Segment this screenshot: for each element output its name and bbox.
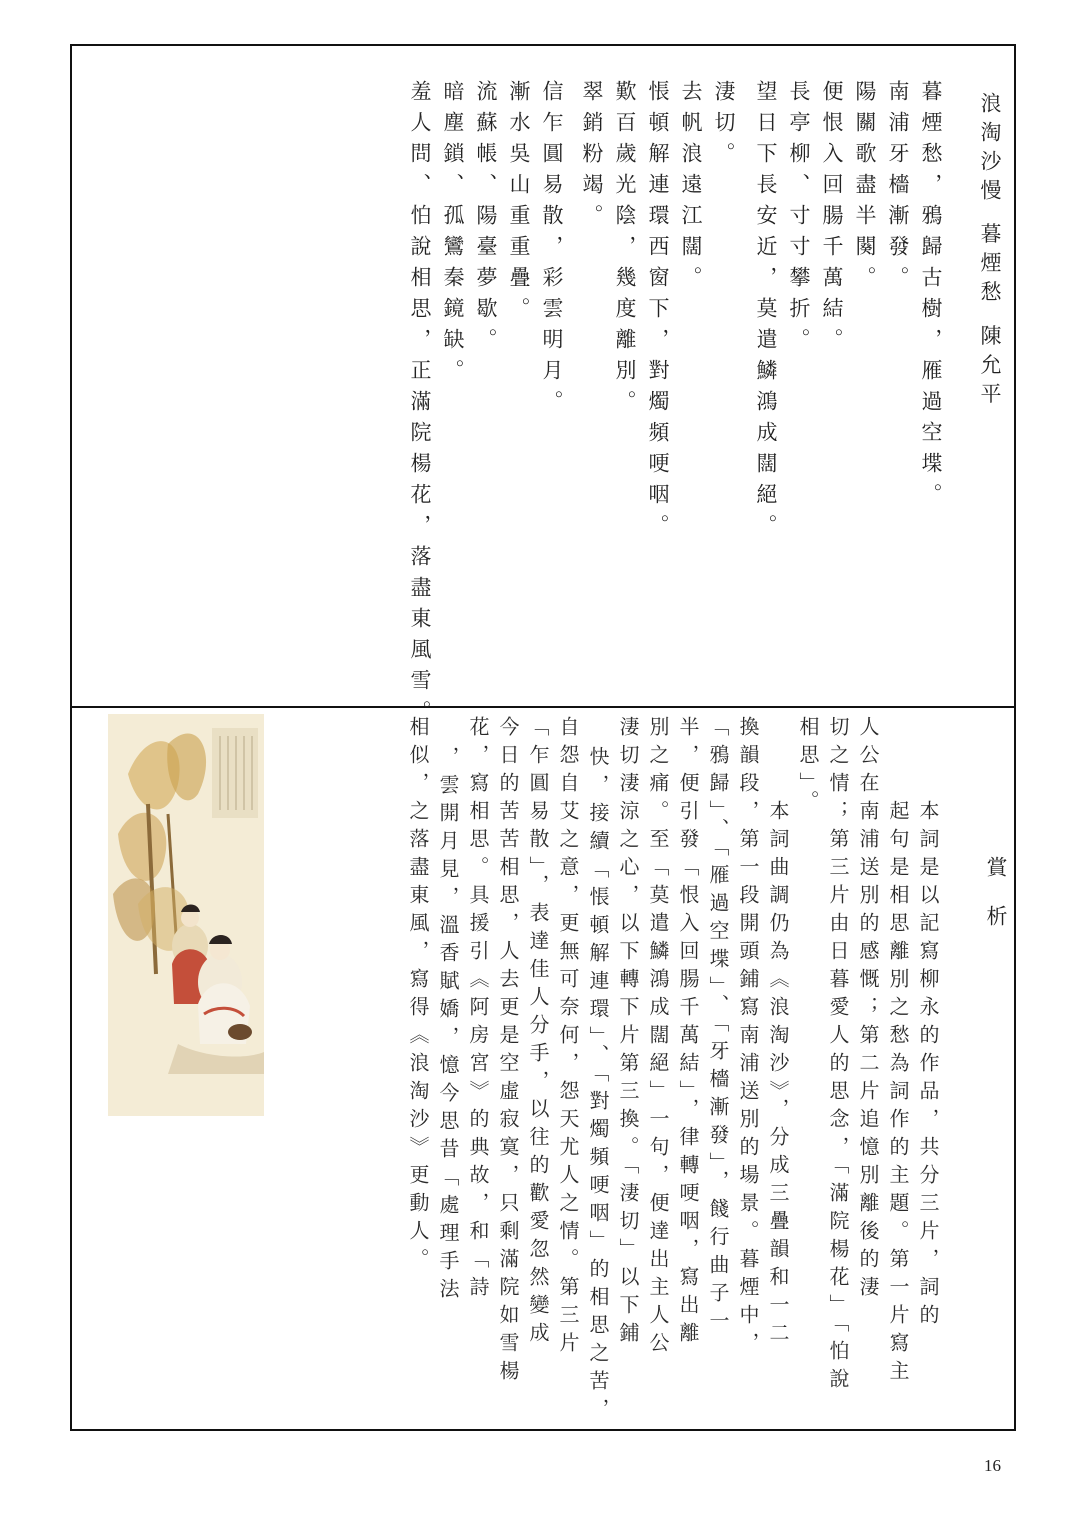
appreciation-line: 淒切淒涼之心，以下轉下片第三換。「淒切」以下鋪 [616,716,640,1350]
poem-line: 歎百歲光陰，幾度離別。 [613,80,637,421]
appreciation-title: 賞析 [984,856,1008,954]
poem-title: 浪淘沙慢 暮煙愁 陳允平 [978,92,1002,412]
appreciation-line: 今日的苦苦相思，人去更是空虛寂寞，只剩滿院如雪楊 [496,716,520,1388]
poem-line: 暮煙愁，鴉歸古樹，雁過空堞。 [919,80,943,514]
poem-line: 南浦牙檣漸發。 [886,80,910,297]
poem-line: 便恨入回腸千萬結。 [820,80,844,359]
appreciation-line: 快，接續「悵頓解連環」、「對燭頻哽咽」的相思之苦， [586,746,610,1426]
poem-line: 信乍圓易散，彩雲明月。 [540,80,564,421]
section-divider [70,706,1016,708]
appreciation-line: 「乍圓易散」，表達佳人分手，以往的歡愛忽然變成 [526,716,550,1350]
appreciation-line: 換韻段，第一段開頭鋪寫南浦送別的場景。暮煙中， [736,716,760,1360]
poem-line: 漸水吳山重重疊。 [507,80,531,328]
appreciation-line: 本詞曲調仍為《浪淘沙》，分成三疊韻和一二 [766,800,790,1350]
poem-line: 羞人問、怕說相思，正滿院楊花，落盡東風雪。 [408,80,432,731]
poem-line: 淒切。 [712,80,736,173]
ladies-painting-image [108,714,264,1116]
appreciation-line: 半，便引發「恨入回腸千萬結」，律轉哽咽，寫出離 [676,716,700,1350]
appreciation-line: 別之痛。至「莫遣鱗鴻成闊絕」一句，便達出主人公 [646,716,670,1360]
poem-line: 翠銷粉竭。 [580,80,604,235]
appreciation-line: 相似，之落盡東風，寫得《浪淘沙》更動人。 [406,716,430,1276]
poem-line: 陽關歌盡半闋。 [853,80,877,297]
poem-line: 望日下長安近，莫遣鱗鴻成闊絕。 [754,80,778,545]
poem-line: 流蘇帳、陽臺夢歇。 [474,80,498,359]
appreciation-line: 相思」。 [796,716,820,818]
poem-line: 暗塵鎖、孤鸞秦鏡缺。 [441,80,465,390]
appreciation-line: 花，寫相思。具援引《阿房宮》的典故，和「詩 [466,716,490,1304]
appreciation-line: 「鴉歸」、「雁過空堞」、「牙檣漸發」，餞行曲子一 [706,716,730,1338]
appreciation-line: 切之情；第三片由日暮愛人的思念，「滿院楊花」「怕說 [826,716,850,1396]
poem-line: 悵頓解連環西窗下，對燭頻哽咽。 [646,80,670,545]
appreciation-line: ，雲開月見，溫香賦嬌，憶今思昔「處理手法 [436,746,460,1306]
appreciation-line: 自怨自艾之意，更無可奈何，怨天尤人之情。第三片 [556,716,580,1360]
page-number: 16 [984,1456,1001,1475]
appreciation-line: 本詞是以記寫柳永的作品，共分三片，詞的 [916,800,940,1332]
painting-illustration-icon [108,714,264,1116]
appreciation-line: 起句是相思離別之愁為詞作的主題。第一片寫主 [886,800,910,1388]
poem-line: 去帆浪遠江闊。 [679,80,703,297]
poem-line: 長亭柳、寸寸攀折。 [787,80,811,359]
appreciation-line: 人公在南浦送別的感慨；第二片追憶別離後的淒 [856,716,880,1304]
